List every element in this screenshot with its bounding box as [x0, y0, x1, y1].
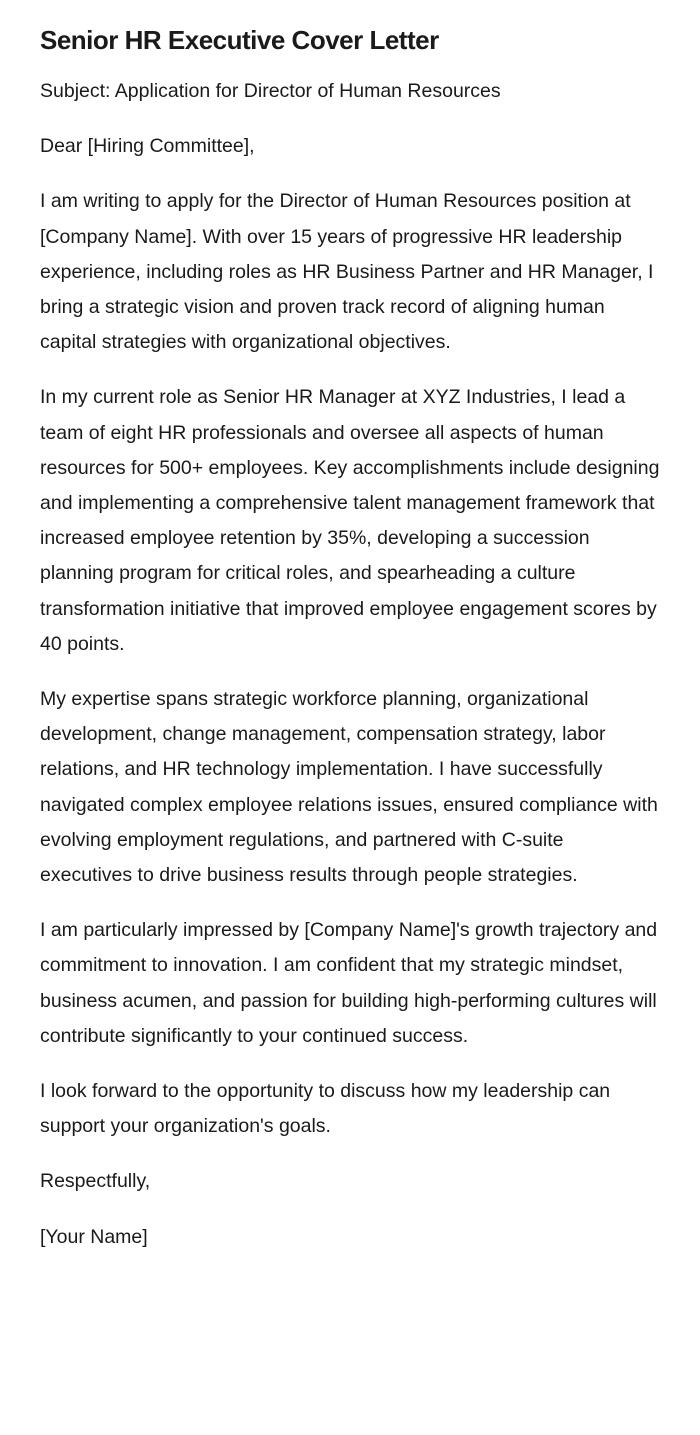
body-paragraph: In my current role as Senior HR Manager at XYZ Industries, I lead a team of eight HR professionals and oversee all aspects of human resources for 500+ employees. Key accomplishments include designing and implementing a comprehensive talent management framework that increased employee retention by 35%, developing a succession planning program for critical roles, and spearheading a culture transformation initiative that improved employee engagement scores by 40 points. [40, 386, 660, 655]
page-title: Senior HR Executive Cover Letter [40, 25, 439, 55]
body-paragraph: I am writing to apply for the Director of Human Resources position at [Company Name]. With over 15 years of progressive HR leadership experience, including roles as HR Business Partner and HR Manager, I bring a strategic vision and proven track record of aligning human capital strategies with organizational objectives. [40, 190, 654, 354]
body-paragraph: I look forward to the opportunity to discuss how my leadership can support your organization's goals. [40, 1080, 611, 1138]
closing: Respectfully, [40, 1170, 151, 1193]
body-paragraph: I am particularly impressed by [Company Name]'s growth trajectory and commitment to innovation. I am confident that my strategic mindset, business acumen, and passion for building high-performing cultures will contribute significantly to your continued success. [40, 919, 658, 1047]
signature: [Your Name] [40, 1225, 148, 1248]
subject-line: Subject: Application for Director of Human Resources [40, 80, 501, 102]
greeting: Dear [Hiring Committee], [40, 135, 255, 158]
body-paragraph: My expertise spans strategic workforce planning, organizational development, change management, compensation strategy, labor relations, and HR technology implementation. I have successfully navigated complex employee relations issues, ensured compliance with evolving employment regulations, and partnered with C-suite executives to drive business results through people strategies. [40, 688, 658, 887]
